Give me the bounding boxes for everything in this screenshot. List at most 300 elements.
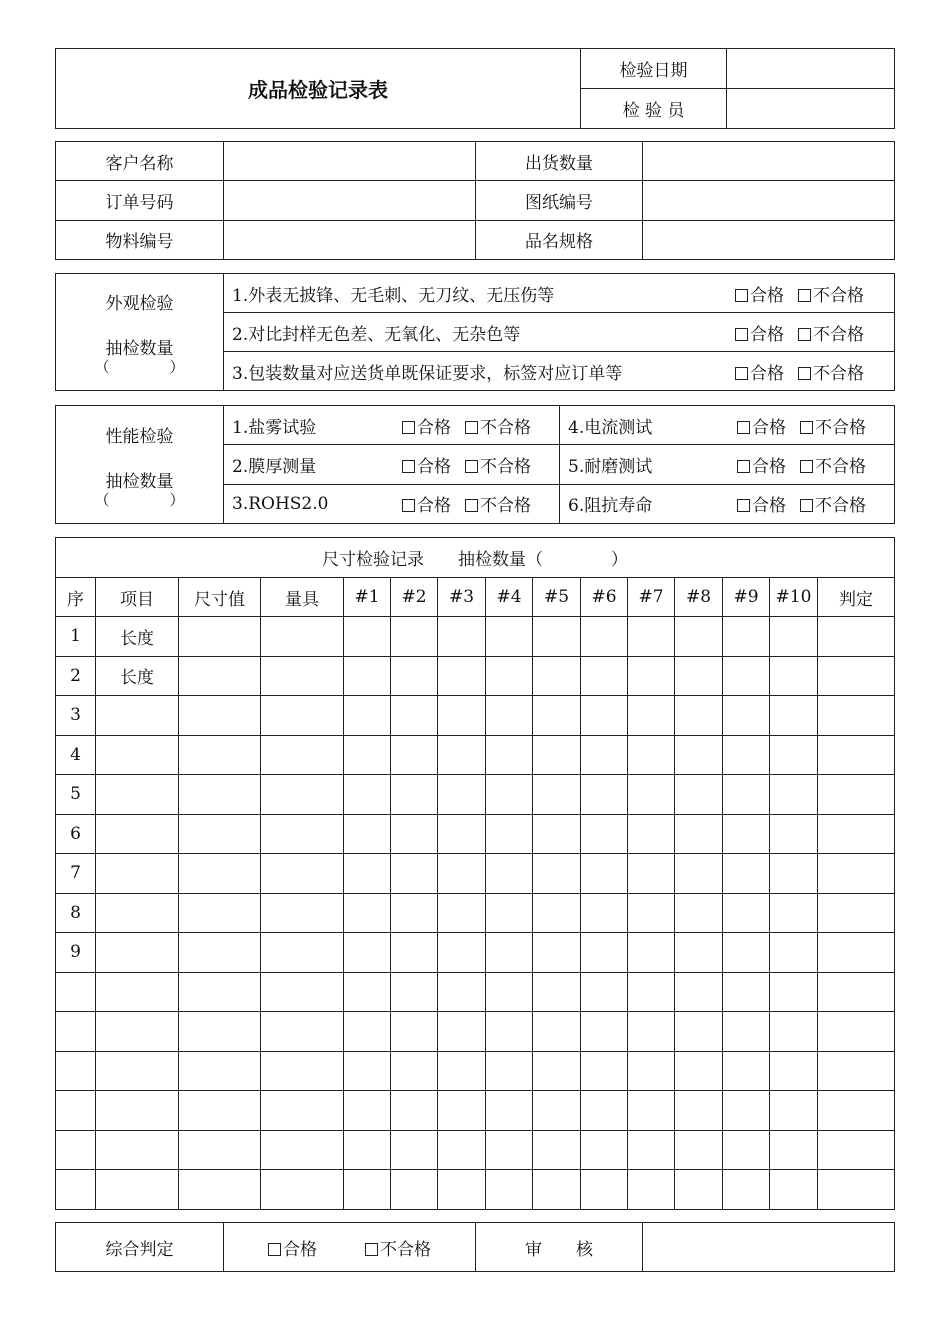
measurement-cell[interactable] [628,854,675,894]
measurement-cell[interactable] [261,1051,344,1091]
measurement-cell[interactable] [179,1170,261,1210]
measurement-cell[interactable] [581,1130,628,1170]
row-number: 1 [56,617,96,657]
measurement-cell[interactable] [581,775,628,815]
measurement-cell[interactable] [675,814,723,854]
pass-checkbox[interactable] [737,418,786,438]
overall-judgement-label: 综合判定 [56,1223,224,1272]
inspection-date-label: 检验日期 [581,49,727,89]
measurement-cell[interactable] [770,696,818,736]
measurement-cell[interactable] [179,972,261,1012]
measurement-cell[interactable] [391,1091,438,1131]
measurement-cell[interactable] [344,1051,391,1091]
performance-item-6: 6.阻抗寿命 [568,496,653,517]
measurement-cell[interactable] [818,1130,895,1170]
measurement-cell[interactable] [581,656,628,696]
appearance-label: 外观检验 [105,294,174,314]
measurement-cell[interactable] [581,1091,628,1131]
measurement-cell[interactable] [179,854,261,894]
measurement-cell[interactable] [723,1130,770,1170]
measurement-cell[interactable] [486,972,533,1012]
measurement-cell[interactable] [533,1130,581,1170]
measurement-cell[interactable] [675,617,723,657]
measurement-cell[interactable] [261,1091,344,1131]
measurement-cell[interactable] [533,1012,581,1052]
row-item[interactable] [96,1130,179,1170]
appearance-item-2-options [714,313,895,352]
performance-section-label [56,406,224,524]
measurement-cell[interactable] [628,1170,675,1210]
row-number [56,1051,96,1091]
measurement-cell[interactable] [391,1012,438,1052]
fail-label: 不合格 [380,1239,431,1260]
fail-checkbox[interactable] [465,418,531,438]
pass-label: 合格 [417,417,451,438]
measurement-cell[interactable] [818,656,895,696]
checkbox-icon [402,499,415,512]
measurement-cell[interactable] [261,893,344,933]
measurement-cell[interactable] [344,893,391,933]
measurement-cell[interactable] [533,656,581,696]
fail-checkbox[interactable] [465,496,531,516]
measurement-cell[interactable] [533,696,581,736]
table-row [56,1051,895,1091]
measurement-cell[interactable] [486,814,533,854]
measurement-cell[interactable] [261,1130,344,1170]
fail-checkbox[interactable] [800,457,866,477]
appearance-item-3: 3.包装数量对应送货单既保证要求，标签对应订单等 [224,352,714,391]
measurement-cell[interactable] [533,775,581,815]
review-field[interactable] [643,1223,895,1272]
measurement-cell[interactable] [438,893,486,933]
performance-sample-paren[interactable]: （ ） [94,490,185,509]
measurement-cell[interactable] [818,775,895,815]
measurement-cell[interactable] [533,1091,581,1131]
performance-table [55,405,895,524]
dimension-header-cell: #10 [770,578,818,617]
dimension-header-cell: #1 [344,578,391,617]
measurement-cell[interactable] [486,617,533,657]
measurement-cell[interactable] [723,735,770,775]
measurement-cell[interactable] [770,617,818,657]
measurement-cell[interactable] [438,1012,486,1052]
measurement-cell[interactable] [344,1170,391,1210]
measurement-cell[interactable] [723,814,770,854]
measurement-cell[interactable] [581,735,628,775]
checkbox-icon [800,460,813,473]
appearance-sample-paren[interactable]: （ ） [94,358,185,376]
measurement-cell[interactable] [628,933,675,973]
table-row [56,775,895,815]
dimension-header-cell: 量具 [261,578,344,617]
row-item[interactable] [96,1091,179,1131]
measurement-cell[interactable] [675,972,723,1012]
fail-checkbox[interactable] [465,457,531,477]
measurement-cell[interactable] [818,1091,895,1131]
measurement-cell[interactable] [770,1091,818,1131]
measurement-cell[interactable] [486,1012,533,1052]
measurement-cell[interactable] [391,656,438,696]
table-row [56,1130,895,1170]
fail-label: 不合格 [480,417,531,438]
fail-checkbox[interactable] [798,325,864,345]
measurement-cell[interactable] [628,972,675,1012]
measurement-cell[interactable] [675,1130,723,1170]
measurement-cell[interactable] [675,1051,723,1091]
measurement-cell[interactable] [770,1012,818,1052]
measurement-cell[interactable] [344,1130,391,1170]
measurement-cell[interactable] [486,775,533,815]
measurement-cell[interactable] [179,656,261,696]
measurement-cell[interactable] [818,1170,895,1210]
measurement-cell[interactable] [344,617,391,657]
measurement-cell[interactable] [818,933,895,973]
row-number [56,1012,96,1052]
measurement-cell[interactable] [533,617,581,657]
measurement-cell[interactable] [675,893,723,933]
measurement-cell[interactable] [438,854,486,894]
measurement-cell[interactable] [261,656,344,696]
row-item[interactable] [96,972,179,1012]
measurement-cell[interactable] [533,1051,581,1091]
row-item[interactable]: 长度 [96,617,179,657]
measurement-cell[interactable] [581,1012,628,1052]
measurement-cell[interactable] [179,1012,261,1052]
fail-label: 不合格 [813,363,864,384]
measurement-cell[interactable] [723,656,770,696]
measurement-cell[interactable] [438,735,486,775]
measurement-cell[interactable] [438,1130,486,1170]
measurement-cell[interactable] [628,814,675,854]
measurement-cell[interactable] [770,656,818,696]
overall-pass-checkbox[interactable] [268,1240,317,1260]
measurement-cell[interactable] [818,893,895,933]
appearance-sample-label: 抽检数量 [105,339,174,359]
measurement-cell[interactable] [628,1091,675,1131]
measurement-cell[interactable] [179,735,261,775]
fail-label: 不合格 [813,324,864,345]
measurement-cell[interactable] [628,1012,675,1052]
measurement-cell[interactable] [438,617,486,657]
measurement-cell[interactable] [438,1091,486,1131]
checkbox-icon [798,367,811,380]
dimension-header-cell: #4 [486,578,533,617]
row-item[interactable] [96,1012,179,1052]
measurement-cell[interactable] [628,775,675,815]
measurement-cell[interactable] [391,735,438,775]
performance-cell [560,445,895,484]
performance-cell [224,406,560,445]
measurement-cell[interactable] [581,814,628,854]
measurement-cell[interactable] [344,735,391,775]
appearance-section-label [56,274,224,391]
row-item[interactable] [96,1170,179,1210]
measurement-cell[interactable] [391,933,438,973]
measurement-cell[interactable] [391,893,438,933]
measurement-cell[interactable] [675,854,723,894]
shipment-qty-field[interactable] [643,142,895,181]
measurement-cell[interactable] [723,1091,770,1131]
measurement-cell[interactable] [770,933,818,973]
product-spec-label: 品名规格 [476,220,643,259]
measurement-cell[interactable] [179,617,261,657]
row-item[interactable] [96,814,179,854]
measurement-cell[interactable] [723,933,770,973]
measurement-cell[interactable] [438,933,486,973]
pass-label: 合格 [750,285,784,306]
checkbox-icon [465,460,478,473]
appearance-item-3-options [714,352,895,391]
measurement-cell[interactable] [486,735,533,775]
measurement-cell[interactable] [486,854,533,894]
measurement-cell[interactable] [179,814,261,854]
measurement-cell[interactable] [770,775,818,815]
measurement-cell[interactable] [675,1170,723,1210]
row-item[interactable] [96,854,179,894]
pass-checkbox[interactable] [737,496,786,516]
fail-checkbox[interactable] [798,364,864,384]
measurement-cell[interactable] [344,972,391,1012]
appearance-item-1: 1.外表无披锋、无毛刺、无刀纹、无压伤等 [224,274,714,313]
measurement-cell[interactable] [818,1051,895,1091]
measurement-cell[interactable] [533,933,581,973]
measurement-cell[interactable] [533,1170,581,1210]
pass-label: 合格 [417,496,451,517]
measurement-cell[interactable] [723,775,770,815]
measurement-cell[interactable] [438,972,486,1012]
measurement-cell[interactable] [628,893,675,933]
measurement-cell[interactable] [344,696,391,736]
checkbox-icon [735,328,748,341]
dimension-title: 尺寸检验记录 抽检数量（ ） [56,538,895,578]
checkbox-icon [800,499,813,512]
performance-cell [224,484,560,523]
measurement-cell[interactable] [261,1170,344,1210]
measurement-cell[interactable] [438,656,486,696]
pass-checkbox[interactable] [735,325,784,345]
measurement-cell[interactable] [770,1130,818,1170]
pass-label: 合格 [750,363,784,384]
pass-checkbox[interactable] [735,286,784,306]
measurement-cell[interactable] [179,696,261,736]
pass-checkbox[interactable] [402,457,451,477]
measurement-cell[interactable] [723,696,770,736]
measurement-cell[interactable] [438,775,486,815]
measurement-cell[interactable] [581,972,628,1012]
pass-checkbox[interactable] [735,364,784,384]
row-item[interactable] [96,735,179,775]
measurement-cell[interactable] [391,1051,438,1091]
measurement-cell[interactable] [486,933,533,973]
measurement-cell[interactable] [723,1051,770,1091]
measurement-cell[interactable] [486,1091,533,1131]
measurement-cell[interactable] [628,617,675,657]
measurement-cell[interactable] [179,933,261,973]
customer-field[interactable] [224,142,476,181]
row-item[interactable] [96,696,179,736]
row-number: 5 [56,775,96,815]
measurement-cell[interactable] [628,735,675,775]
measurement-cell[interactable] [391,775,438,815]
measurement-cell[interactable] [628,1051,675,1091]
measurement-cell[interactable] [179,1051,261,1091]
measurement-cell[interactable] [818,814,895,854]
measurement-cell[interactable] [628,656,675,696]
measurement-cell[interactable] [391,972,438,1012]
measurement-cell[interactable] [675,735,723,775]
measurement-cell[interactable] [818,1012,895,1052]
measurement-cell[interactable] [581,854,628,894]
measurement-cell[interactable] [581,696,628,736]
measurement-cell[interactable] [628,696,675,736]
measurement-cell[interactable] [486,893,533,933]
measurement-cell[interactable] [344,775,391,815]
measurement-cell[interactable] [770,1051,818,1091]
pass-label: 合格 [750,324,784,345]
measurement-cell[interactable] [179,775,261,815]
measurement-cell[interactable] [581,617,628,657]
measurement-cell[interactable] [770,814,818,854]
dimension-header-cell: #7 [628,578,675,617]
measurement-cell[interactable] [344,656,391,696]
measurement-cell[interactable] [261,933,344,973]
pass-checkbox[interactable] [737,457,786,477]
dimension-header-cell: #9 [723,578,770,617]
measurement-cell[interactable] [344,1012,391,1052]
pass-checkbox[interactable] [402,496,451,516]
fail-checkbox[interactable] [800,418,866,438]
measurement-cell[interactable] [533,893,581,933]
measurement-cell[interactable] [675,656,723,696]
row-number: 4 [56,735,96,775]
measurement-cell[interactable] [533,854,581,894]
measurement-cell[interactable] [486,1170,533,1210]
row-number: 6 [56,814,96,854]
measurement-cell[interactable] [438,696,486,736]
measurement-cell[interactable] [486,1051,533,1091]
measurement-cell[interactable] [675,1091,723,1131]
measurement-cell[interactable] [179,1091,261,1131]
measurement-cell[interactable] [770,972,818,1012]
measurement-cell[interactable] [438,1051,486,1091]
measurement-cell[interactable] [261,775,344,815]
measurement-cell[interactable] [391,1130,438,1170]
row-number [56,1130,96,1170]
measurement-cell[interactable] [770,735,818,775]
measurement-cell[interactable] [391,696,438,736]
measurement-cell[interactable] [818,617,895,657]
measurement-cell[interactable] [486,696,533,736]
measurement-cell[interactable] [818,972,895,1012]
measurement-cell[interactable] [723,617,770,657]
measurement-cell[interactable] [391,1170,438,1210]
dimension-header-cell: #5 [533,578,581,617]
performance-item-1: 1.盐雾试验 [232,417,317,438]
row-item[interactable]: 长度 [96,656,179,696]
fail-checkbox[interactable] [800,496,866,516]
measurement-cell[interactable] [818,696,895,736]
measurement-cell[interactable] [344,933,391,973]
fail-label: 不合格 [480,496,531,517]
measurement-cell[interactable] [438,1170,486,1210]
order-number-label: 订单号码 [56,181,224,220]
measurement-cell[interactable] [581,1170,628,1210]
measurement-cell[interactable] [486,1130,533,1170]
measurement-cell[interactable] [770,1170,818,1210]
measurement-cell[interactable] [723,1170,770,1210]
measurement-cell[interactable] [533,735,581,775]
row-item[interactable] [96,1051,179,1091]
measurement-cell[interactable] [261,735,344,775]
measurement-cell[interactable] [438,814,486,854]
overall-judgement-options [224,1223,476,1272]
drawing-number-field[interactable] [643,181,895,220]
row-item[interactable] [96,775,179,815]
measurement-cell[interactable] [486,656,533,696]
measurement-cell[interactable] [581,933,628,973]
measurement-cell[interactable] [179,1130,261,1170]
measurement-cell[interactable] [261,1012,344,1052]
measurement-cell[interactable] [344,1091,391,1131]
material-number-field[interactable] [224,220,476,259]
measurement-cell[interactable] [344,814,391,854]
measurement-cell[interactable] [723,1012,770,1052]
measurement-cell[interactable] [770,854,818,894]
measurement-cell[interactable] [261,854,344,894]
row-item[interactable] [96,933,179,973]
measurement-cell[interactable] [723,972,770,1012]
measurement-cell[interactable] [261,814,344,854]
measurement-cell[interactable] [628,1130,675,1170]
measurement-cell[interactable] [818,735,895,775]
row-item[interactable] [96,893,179,933]
table-row [56,696,895,736]
measurement-cell[interactable] [581,1051,628,1091]
checkbox-icon [737,460,750,473]
pass-checkbox[interactable] [402,418,451,438]
measurement-cell[interactable] [533,814,581,854]
performance-sample-label: 抽检数量 [105,471,174,492]
measurement-cell[interactable] [581,893,628,933]
dimension-header-cell: #3 [438,578,486,617]
measurement-cell[interactable] [818,854,895,894]
measurement-cell[interactable] [533,972,581,1012]
measurement-cell[interactable] [675,933,723,973]
measurement-cell[interactable] [391,814,438,854]
measurement-cell[interactable] [723,854,770,894]
measurement-cell[interactable] [675,696,723,736]
pass-label: 合格 [417,456,451,477]
measurement-cell[interactable] [261,696,344,736]
measurement-cell[interactable] [344,854,391,894]
order-number-field[interactable] [224,181,476,220]
measurement-cell[interactable] [261,617,344,657]
fail-checkbox[interactable] [798,286,864,306]
measurement-cell[interactable] [675,1012,723,1052]
inspector-field[interactable] [727,89,895,129]
measurement-cell[interactable] [770,893,818,933]
measurement-cell[interactable] [261,972,344,1012]
product-spec-field[interactable] [643,220,895,259]
measurement-cell[interactable] [675,775,723,815]
measurement-cell[interactable] [391,617,438,657]
overall-fail-checkbox[interactable] [365,1240,431,1260]
inspection-date-field[interactable] [727,49,895,89]
dimension-header-cell: 序 [56,578,96,617]
measurement-cell[interactable] [391,854,438,894]
measurement-cell[interactable] [179,893,261,933]
measurement-cell[interactable] [723,893,770,933]
